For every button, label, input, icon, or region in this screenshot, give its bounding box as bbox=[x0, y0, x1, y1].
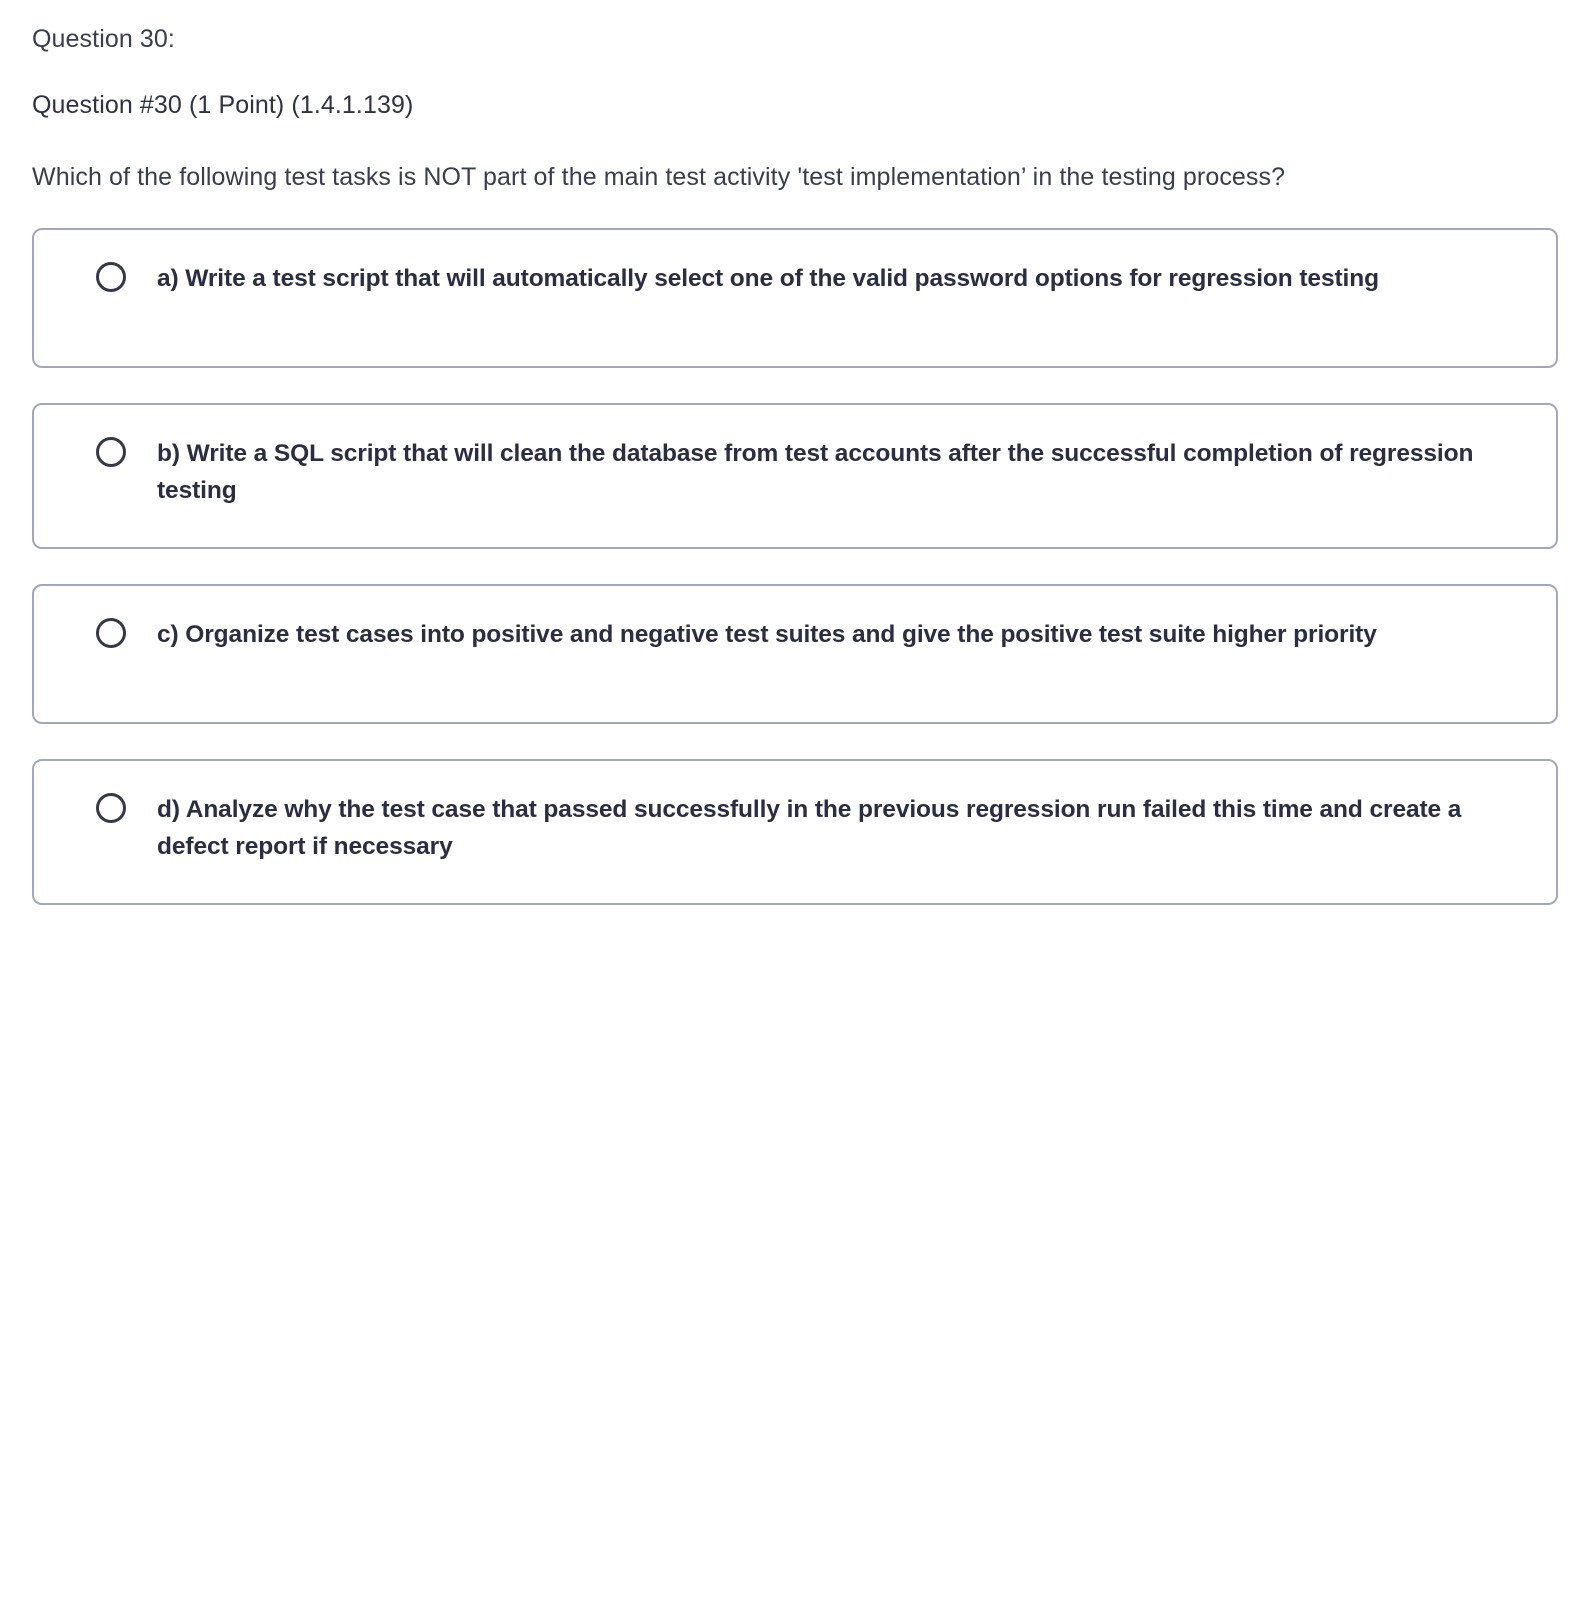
answer-option-a-label: a) Write a test script that will automatically select one of the valid password options for regression testing bbox=[157, 265, 1379, 292]
radio-button-icon-b[interactable] bbox=[96, 437, 126, 467]
question-number-label: Question 30: bbox=[32, 25, 175, 53]
answer-option-a[interactable] bbox=[32, 228, 1558, 368]
answer-option-d[interactable] bbox=[32, 759, 1558, 905]
page-empty-space bbox=[32, 905, 1556, 1505]
answer-option-b[interactable] bbox=[32, 403, 1558, 549]
radio-button-icon-c[interactable] bbox=[96, 618, 126, 648]
answer-option-d-label: d) Analyze why the test case that passed successfully in the previous regression run failed this time and create a defect report if necessary bbox=[157, 796, 1462, 860]
answer-option-b-label: b) Write a SQL script that will clean the database from test accounts after the successful completion of regression testing bbox=[157, 440, 1474, 504]
question-meta-line: Question #30 (1 Point) (1.4.1.139) bbox=[32, 91, 414, 119]
answer-option-c[interactable] bbox=[32, 584, 1558, 724]
radio-button-icon-a[interactable] bbox=[96, 262, 126, 292]
question-prompt-text: Which of the following test tasks is NOT part of the main test activity 'test implementation’ in the testing process? bbox=[32, 163, 1286, 191]
radio-button-icon-d[interactable] bbox=[96, 793, 126, 823]
answer-options-list bbox=[32, 228, 1558, 905]
answer-option-c-label: c) Organize test cases into positive and negative test suites and give the positive test suite higher priority bbox=[157, 621, 1377, 648]
